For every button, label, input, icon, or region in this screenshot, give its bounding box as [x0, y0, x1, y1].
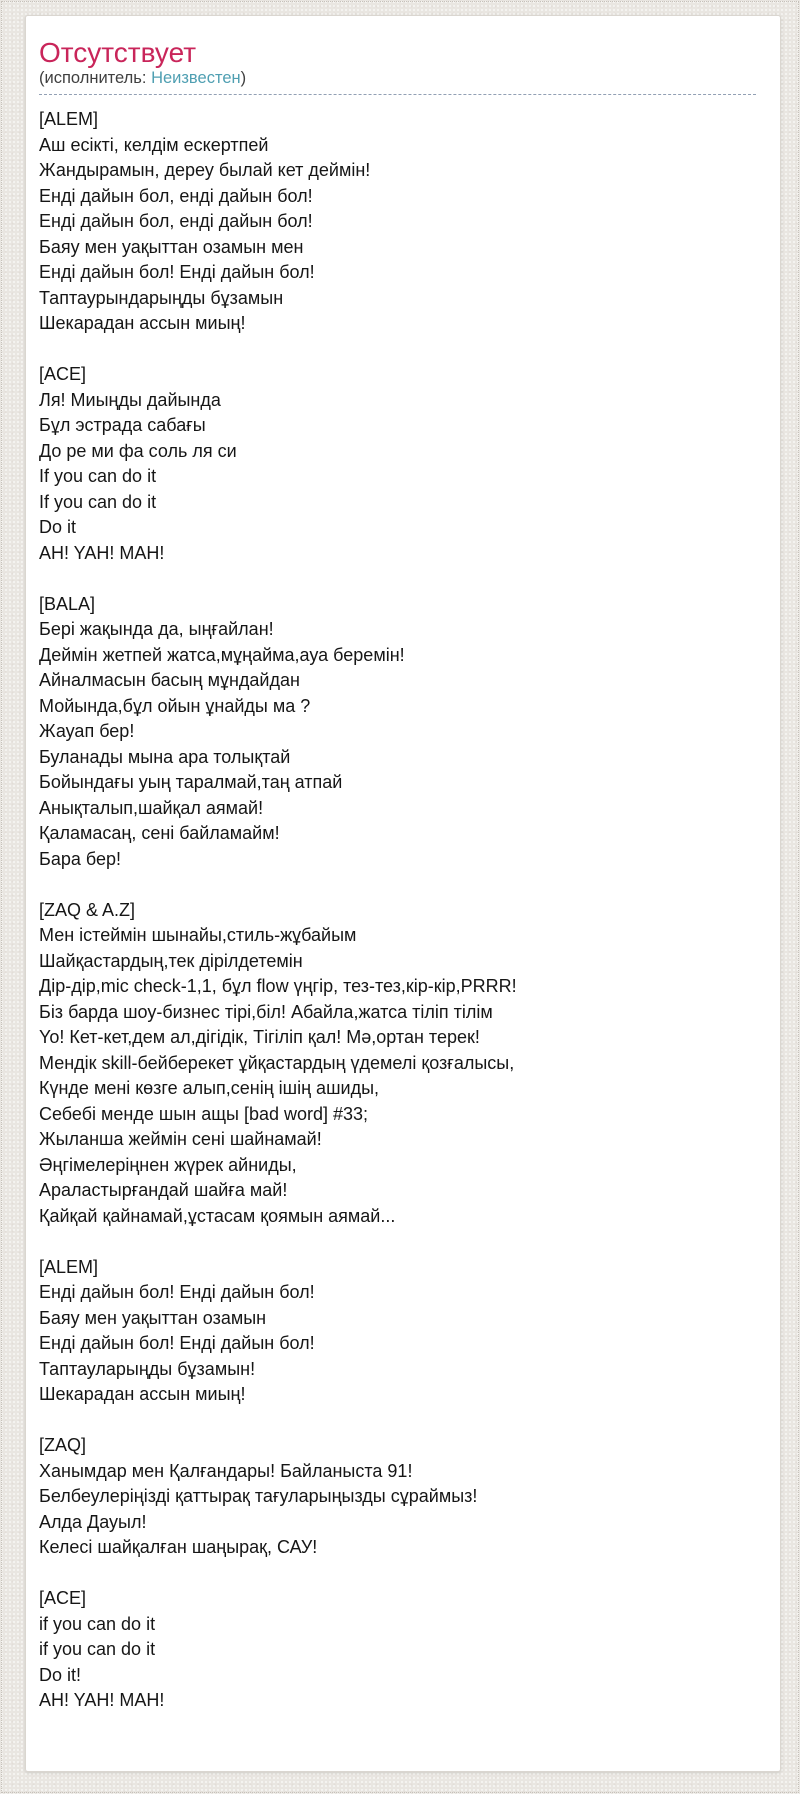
lyric-line: Жауап бер!	[39, 721, 135, 741]
lyric-line: Енді дайын бол! Енді дайын бол!	[39, 262, 315, 282]
lyric-line: If you can do it	[39, 491, 157, 512]
lyric-line: Анықталып,шайқал аямай!	[39, 797, 264, 818]
lyric-line: Енді дайын бол! Енді дайын бол!	[39, 1333, 315, 1353]
lyric-line: Таптаурындарыңды бұзамын	[39, 287, 284, 308]
lyrics-stanza	[39, 107, 766, 337]
lyrics-card	[25, 15, 781, 1772]
lyric-line: Себебі менде шын ащы [bad word] #33;	[39, 1103, 369, 1124]
lyrics-stanza	[39, 362, 766, 566]
lyric-line: Yo! Кет-кет,дем ал,дігідік, Тігіліп қал! Мә,ортан терек!	[39, 1027, 480, 1047]
lyric-line: Жандырамын, дереу былай кет деймін!	[39, 160, 371, 180]
lyrics-stanza	[39, 898, 766, 1230]
artist-label-closing-paren: )	[240, 69, 247, 87]
artist-label: (исполнитель:	[39, 69, 152, 87]
lyric-line: Араластырғандай шайға май!	[39, 1180, 288, 1200]
lyric-line: Күнде мені көзге алып,сенің ішің ашиды,	[39, 1078, 380, 1098]
lyric-line: Қайқай қайнамай,ұстасам қоямын аямай...	[39, 1205, 396, 1226]
lyric-line: Ля! Миыңды дайында	[39, 389, 221, 410]
lyric-line: Белбеулеріңізді қаттырақ тағуларыңызды сұраймыз!	[39, 1486, 478, 1506]
lyric-line: AH! YAH! MAH!	[39, 542, 165, 563]
lyric-line: Айналмасын басың мұндайдан	[39, 670, 300, 690]
lyric-line: Баяу мен уақыттан озамын мен	[39, 236, 304, 257]
lyric-line: Қаламасаң, сені байламайм!	[39, 823, 280, 843]
lyric-line: Келесі шайқалған шаңырақ, САУ!	[39, 1537, 318, 1557]
lyric-line: Жыланша жеймін сені шайнамай!	[39, 1129, 322, 1149]
lyric-line: Ханымдар мен Қалғандары! Байланыста 91!	[39, 1460, 413, 1481]
lyric-line: Енді дайын бол, енді дайын бол!	[39, 211, 313, 231]
lyric-line: Дір-дір,mic check-1,1, бұл flow үңгір, тез-тез,кір-кір,PRRR!	[39, 976, 517, 996]
song-subtitle	[39, 69, 756, 88]
lyric-line: Шайқастардың,тек дірілдетемін	[39, 950, 303, 971]
stanza-heading: [ALEM]	[39, 1256, 99, 1277]
lyric-line: Бара бер!	[39, 848, 121, 869]
lyric-line: Енді дайын бол! Енді дайын бол!	[39, 1282, 315, 1302]
lyric-line: Шекарадан ассын миың!	[39, 1384, 246, 1404]
page-title: Отсутствует	[39, 37, 197, 68]
lyric-line: Әңгімелеріңнен жүрек айниды,	[39, 1154, 297, 1175]
lyric-line: Бері жақында да, ыңғайлан!	[39, 619, 274, 639]
lyric-line: AH! YAH! MAH!	[39, 1690, 165, 1710]
lyric-line: Шекарадан ассын миың!	[39, 313, 246, 333]
lyric-line: Do it	[39, 517, 77, 537]
lyric-line: Алда Дауыл!	[39, 1511, 147, 1532]
lyric-line: Do it!	[39, 1664, 82, 1685]
lyric-line: if you can do it	[39, 1613, 156, 1634]
lyric-line: Біз барда шоу-бизнес тірі,біл! Абайла,жатса тіліп тілім	[39, 1001, 493, 1022]
lyrics-stanza	[39, 592, 766, 873]
lyric-line: Бұл эстрада сабағы	[39, 415, 206, 435]
stanza-heading: [ACE]	[39, 364, 87, 384]
stanza-heading: [ZAQ]	[39, 1435, 87, 1455]
artist-link[interactable]: Неизвестен	[151, 69, 241, 87]
lyric-line: Мен істеймін шынайы,стиль-жұбайым	[39, 925, 357, 945]
lyric-line: До ре ми фа соль ля си	[39, 440, 237, 461]
stanza-heading: [ZAQ & A.Z]	[39, 899, 136, 920]
lyric-line: Буланады мына ара толықтай	[39, 746, 291, 767]
lyrics-stanza	[39, 1433, 766, 1561]
lyrics-stanza	[39, 1255, 766, 1408]
lyric-line: Таптауларыңды бұзамын!	[39, 1358, 256, 1379]
lyric-line: Деймін жетпей жатса,мұңайма,ауа беремін!	[39, 644, 405, 665]
stanza-heading: [BALA]	[39, 593, 96, 614]
stanza-heading: [ACE]	[39, 1588, 87, 1608]
lyric-line: Аш есікті, келдім ескертпей	[39, 134, 269, 155]
lyric-line: Мендік skill-бейберекет ұйқастардың үдемелі қозғалысы,	[39, 1052, 515, 1073]
stanza-heading: [ALEM]	[39, 109, 99, 129]
lyrics	[39, 107, 766, 1714]
song-header	[39, 38, 756, 95]
lyrics-stanza	[39, 1586, 766, 1714]
lyric-line: Баяу мен уақыттан озамын	[39, 1307, 267, 1328]
lyric-line: Енді дайын бол, енді дайын бол!	[39, 185, 313, 206]
lyric-line: Бойындағы уың таралмай,таң атпай	[39, 772, 343, 792]
lyric-line: If you can do it	[39, 466, 157, 486]
lyric-line: Мойында,бұл ойын ұнайды ма ?	[39, 695, 311, 716]
lyric-line: if you can do it	[39, 1639, 156, 1659]
